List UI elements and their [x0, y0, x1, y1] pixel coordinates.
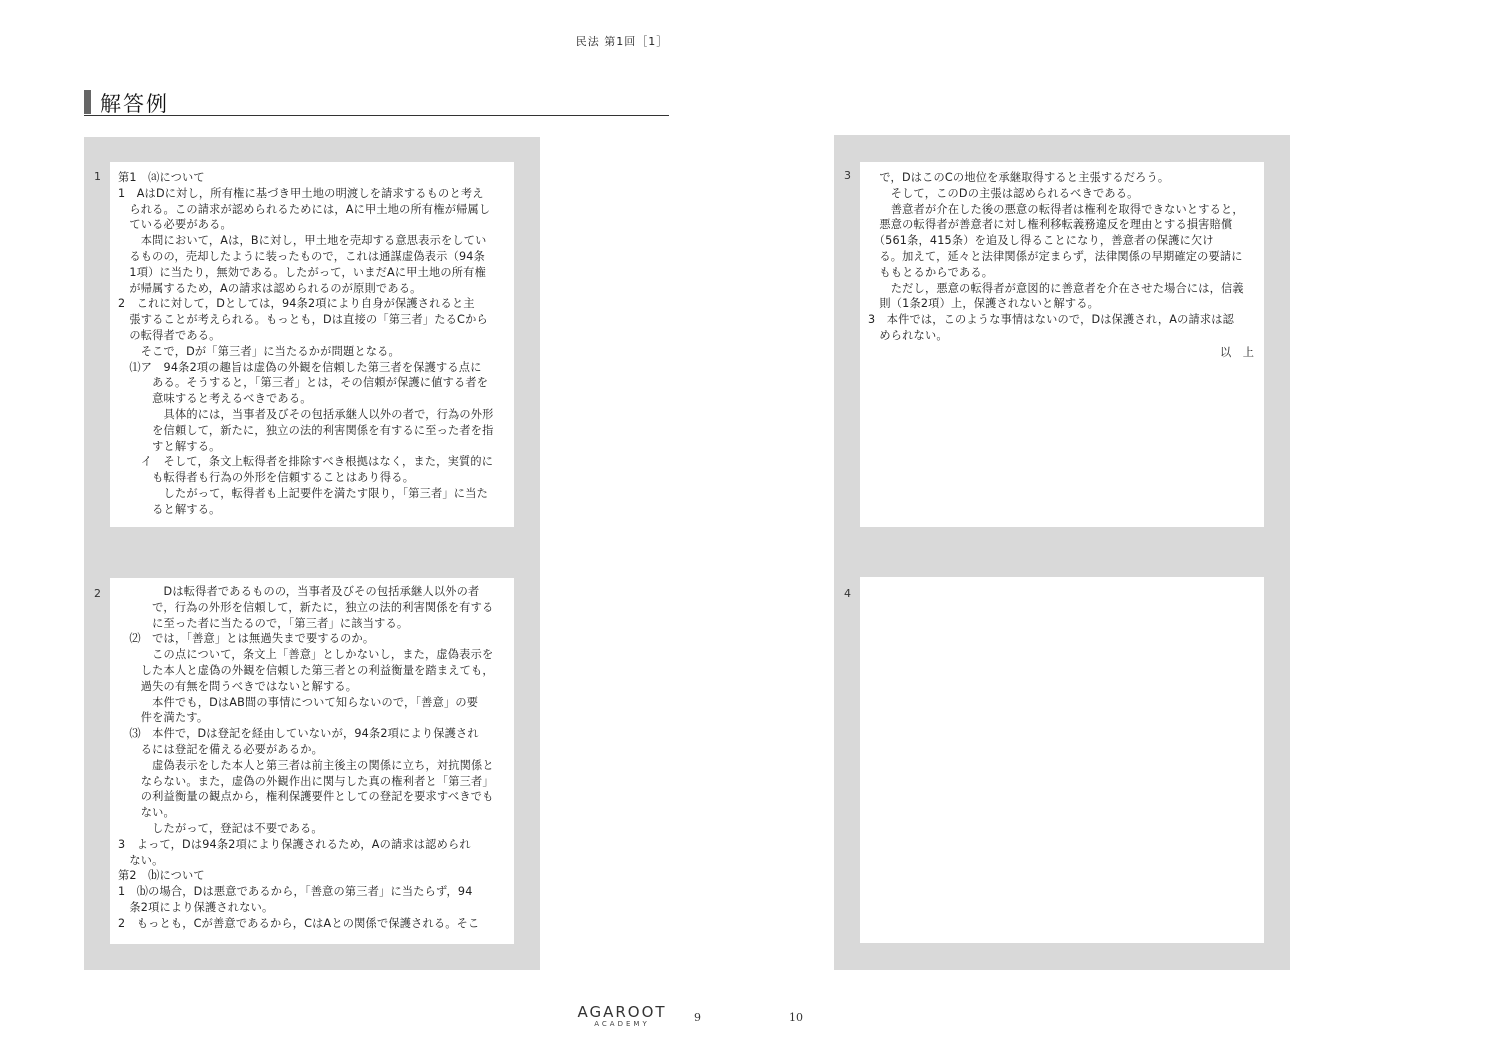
answer-line: 3 本件では，このような事情はないので，Dは保護され，Aの請求は認: [868, 313, 1235, 327]
answer-text: [118, 170, 494, 518]
answer-line: イ そして，条文上転得者を排除すべき根拠はなく，また，実質的に: [118, 455, 494, 469]
box-number: 1: [94, 170, 101, 183]
answer-line: で，行為の外形を信頼して，新たに，独立の法的利害関係を有する: [118, 600, 494, 614]
answer-line: 具体的には，当事者及びその包括承継人以外の者で，行為の外形: [118, 407, 494, 421]
answer-line: も転得者も行為の外形を信頼することはあり得る。: [118, 471, 415, 485]
answer-line: ⑵ では，「善意」とは無過失まで要するのか。: [118, 632, 375, 646]
answer-line: に至った者に当たるので，「第三者」に該当する。: [118, 616, 409, 630]
answer-box-3: [860, 162, 1264, 527]
answer-line: で，DはこのCの地位を承継取得すると主張するだろう。: [868, 171, 1170, 184]
answer-line: 本件でも，DはAB間の事情について知らないので，「善意」の要: [118, 695, 479, 709]
answer-line: そこで，Dが「第三者」に当たるかが問題となる。: [118, 344, 400, 358]
page-number-left: 9: [694, 1011, 701, 1024]
answer-line: 条2項により保護されない。: [118, 900, 274, 914]
answer-line: した本人と虚偽の外観を信頼した第三者との利益衡量を踏まえても，: [118, 663, 494, 677]
section-title: 解答例: [100, 92, 169, 116]
answer-line: られる。この請求が認められるためには，Aに甲土地の所有権が帰属し: [118, 202, 491, 216]
answer-line: したがって，登記は不要である。: [118, 821, 323, 835]
answer-line: ると解する。: [118, 502, 221, 516]
answer-line: の転得者である。: [118, 328, 221, 342]
answer-line: 3 よって，Dは94条2項により保護されるため，Aの請求は認められ: [118, 837, 471, 851]
section-heading: [84, 88, 669, 116]
answer-line: ならない。また，虚偽の外観作出に関与した真の権利者と「第三者」: [118, 774, 494, 788]
answer-line: ももとるからである。: [868, 265, 994, 279]
answer-line: そして，このDの主張は認められるべきである。: [868, 186, 1139, 200]
answer-line: 1項）に当たり，無効である。したがって，いまだAに甲土地の所有権: [118, 265, 486, 279]
answer-line: 1 ⒝の場合，Dは悪意であるから，「善意の第三者」に当たらず，94: [118, 885, 473, 899]
answer-line: 2 もっとも，Cが善意であるから，CはAとの関係で保護される。そこ: [118, 916, 480, 930]
answer-box-4: [860, 577, 1264, 943]
answer-line: 第1 ⒜について: [118, 171, 205, 184]
answer-line: ただし，悪意の転得者が意図的に善意者を介在させた場合には，信義: [868, 281, 1244, 295]
answer-line: ない。: [118, 806, 175, 820]
answer-line: したがって，転得者も上記要件を満たす限り，「第三者」に当た: [118, 486, 488, 500]
answer-line: ない。: [118, 853, 164, 867]
answer-line: 則（1条2項）上，保護されないと解する。: [868, 297, 1099, 311]
answer-line: を信頼して，新たに，独立の法的利害関係を有するに至った者を指: [118, 423, 494, 437]
answer-line: められない。: [868, 328, 948, 342]
answer-line: 張することが考えられる。もっとも，Dは直接の「第三者」たるCから: [118, 313, 488, 327]
logo-main: AGAROOT: [577, 1003, 667, 1021]
closing-mark: 以 上: [1220, 346, 1255, 359]
answer-line: Dは転得者であるものの，当事者及びその包括承継人以外の者: [118, 585, 480, 598]
answer-box-1: [110, 162, 514, 527]
answer-line: 本問において，Aは，Bに対し，甲土地を売却する意思表示をしてい: [118, 234, 487, 248]
answer-box-2: [110, 578, 514, 944]
answer-line: ⑶ 本件で，Dは登記を経由していないが，94条2項により保護され: [118, 727, 479, 741]
logo-sub: ACADEMY: [594, 1020, 650, 1028]
answer-text: [868, 170, 1244, 344]
answer-line: （561条，415条）を追及し得ることになり，善意者の保護に欠け: [868, 234, 1214, 248]
answer-line: 虚偽表示をした本人と第三者は前主後主の関係に立ち，対抗関係と: [118, 758, 494, 772]
answer-line: ある。そうすると，「第三者」とは，その信頼が保護に値する者を: [118, 376, 489, 390]
answer-line: 2 これに対して，Dとしては，94条2項により自身が保護されると主: [118, 297, 475, 311]
page-header: 民法 第1回［1］: [575, 35, 669, 48]
answer-line: るものの，売却したように装ったもので，これは通謀虚偽表示（94条: [118, 249, 485, 263]
box-number: 3: [844, 169, 851, 182]
answer-line: この点について，条文上「善意」としかないし，また，虚偽表示を: [118, 648, 494, 662]
answer-line: るには登記を備える必要があるか。: [118, 742, 323, 756]
answer-line: 件を満たす。: [118, 711, 209, 725]
answer-line: ている必要がある。: [118, 218, 232, 232]
answer-line: 善意者が介在した後の悪意の転得者は権利を取得できないとすると，: [868, 202, 1244, 216]
answer-line: 過失の有無を問うべきではないと解する。: [118, 679, 358, 693]
box-number: 2: [94, 587, 101, 600]
agaroot-logo: [572, 1003, 672, 1028]
answer-line: 1 AはDに対し，所有権に基づき甲土地の明渡しを請求するものと考え: [118, 186, 484, 200]
answer-line: 第2 ⒝について: [118, 869, 205, 883]
answer-line: が帰属するため，Aの請求は認められるのが原則である。: [118, 281, 422, 295]
answer-line: 意味すると考えるべきである。: [118, 392, 312, 406]
answer-line: の利益衡量の観点から，権利保護要件としての登記を要求すべきでも: [118, 790, 494, 804]
answer-line: 悪意の転得者が善意者に対し権利移転義務違反を理由とする損害賠償: [868, 218, 1233, 232]
answer-line: すと解する。: [118, 439, 221, 453]
page-number-right: 10: [789, 1011, 803, 1024]
answer-text: [118, 584, 494, 932]
answer-line: ⑴ア 94条2項の趣旨は虚偽の外観を信頼した第三者を保護する点に: [118, 360, 482, 374]
box-number: 4: [844, 587, 851, 600]
answer-line: る。加えて，延々と法律関係が定まらず，法律関係の早期確定の要請に: [868, 249, 1243, 263]
heading-accent-bar: [84, 90, 91, 114]
